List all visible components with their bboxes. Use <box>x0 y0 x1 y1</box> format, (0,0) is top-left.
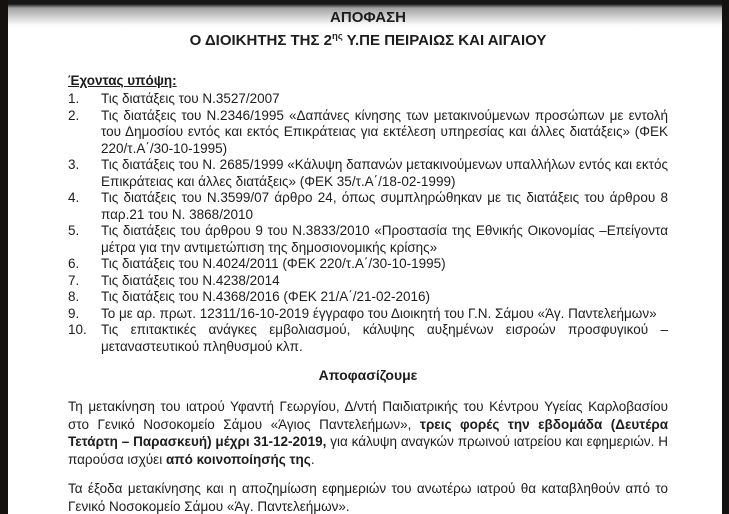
item-number: 7. <box>68 272 80 288</box>
legal-basis-list <box>68 91 668 355</box>
text-run: . <box>310 451 315 467</box>
bold-text-run: τρεις φορές την εβδομάδα (Δευτέρα Τετάρτη – Παρασκευή) μέχρι 31-12-2019, <box>68 416 668 449</box>
item-text: Τις διατάξεις του Ν.4024/2011 (ΦΕΚ 220/τ.Α΄/30-10-1995) <box>101 256 446 271</box>
item-text: Τις διατάξεις του Ν.3527/2007 <box>101 91 280 106</box>
legal-basis-item <box>68 322 668 355</box>
item-number: 3. <box>68 157 80 172</box>
decision-paragraph <box>68 398 668 468</box>
item-number: 10. <box>68 322 87 337</box>
legal-basis-item <box>68 273 668 290</box>
subtitle-suffix: Υ.ΠΕ ΠΕΙΡΑΙΩΣ ΚΑΙ ΑΙΓΑΙΟΥ <box>342 32 547 49</box>
legal-basis-item <box>68 289 668 306</box>
item-text: Τις διατάξεις του Ν.4368/2016 (ΦΕΚ 21/Α΄/21-02-2016) <box>101 289 431 304</box>
item-text: Το με αρ. πρωτ. 12311/16-10-2019 έγγραφο του Διοικητή του Γ.Ν. Σάμου «Άγ. Παντελεήμων» <box>101 305 657 321</box>
expenses-paragraph: Τα έξοδα μετακίνησης και η αποζημίωση εφημεριών του ανωτέρω ιατρού θα καταβληθούν από το Γενικό Νοσοκομείο Σάμου «Άγ. Παντελεήμων». <box>68 481 668 514</box>
item-text: Τις διατάξεις του άρθρου 9 του Ν.3833/2010 «Προστασία της Εθνικής Οικονομίας –Επείγοντα μέτρα για την αντιμετώπιση της δημοσιονομικής κρίσης» <box>101 223 668 255</box>
document-page <box>8 0 722 514</box>
item-number: 8. <box>68 289 80 304</box>
document-content <box>8 0 722 514</box>
legal-basis-item <box>68 256 668 273</box>
item-text: Τις επιτακτικές ανάγκες εμβολιασμού, κάλυψης αυξημένων εισροών προσφυγικού – μεταναστευτικού πληθυσμού κλπ. <box>101 322 668 354</box>
item-number: 5. <box>68 223 80 238</box>
item-number: 4. <box>68 190 80 205</box>
having-regard-heading: Έχοντας υπόψη: <box>68 73 177 88</box>
legal-basis-item <box>68 306 668 323</box>
bold-text-run: από κοινοποίησής της <box>165 451 311 467</box>
item-text: Τις διατάξεις του Ν.2346/1995 «Δαπάνες κίνησης των μετακινούμενων προσώπων με εντολή του Δημοσίου εντός και εκτός Επικράτειας για εκτέλεση υπηρεσίας και άλλες διατάξεις» (ΦΕΚ 220/τ.Α΄/30-10-1995) <box>101 107 668 156</box>
item-text: Τις διατάξεις του Ν.3599/07 άρθρο 24, όπως συμπληρώθηκαν με τις διατάξεις του άρθρου 8 παρ.21 του Ν. 3868/2010 <box>101 190 668 222</box>
text-run: για κάλυψη αναγκών πρωινού ιατρείου και εφημεριών. Η παρούσα ισχύει <box>68 434 669 467</box>
item-number: 2. <box>68 107 80 123</box>
legal-basis-item <box>68 91 668 108</box>
legal-basis-item <box>68 190 668 223</box>
item-number: 6. <box>68 256 80 271</box>
item-number: 1. <box>68 91 80 106</box>
item-text: Τις διατάξεις του Ν.4238/2014 <box>101 272 280 288</box>
item-text: Τις διατάξεις του Ν. 2685/1999 «Κάλυψη δαπανών μετακινούμενων υπαλλήλων εντός και εκτός Επικράτειας και άλλες διατάξεις» (ΦΕΚ 35/τ.Α΄/18-02-1999) <box>101 157 668 189</box>
legal-basis-item <box>68 223 668 256</box>
document-title: ΑΠΟΦΑΣΗ <box>330 9 406 26</box>
subtitle-superscript: ης <box>332 31 343 42</box>
text-run: Τη μετακίνηση του ιατρού Υφαντή Γεωργίου, Δ/ντή Παιδιατρικής του Κέντρου Υγείας Καρλοβασίου στο Γενικό Νοσοκομείο Σάμου «Άγιος Παντελεήμων», <box>68 399 668 432</box>
decision-heading: Αποφασίζουμε <box>318 367 418 383</box>
item-number: 9. <box>68 305 80 321</box>
subtitle-prefix: Ο ΔΙΟΙΚΗΤΗΣ ΤΗΣ 2 <box>189 32 333 49</box>
legal-basis-item <box>68 108 668 158</box>
document-subtitle <box>68 29 668 49</box>
legal-basis-item <box>68 157 668 190</box>
